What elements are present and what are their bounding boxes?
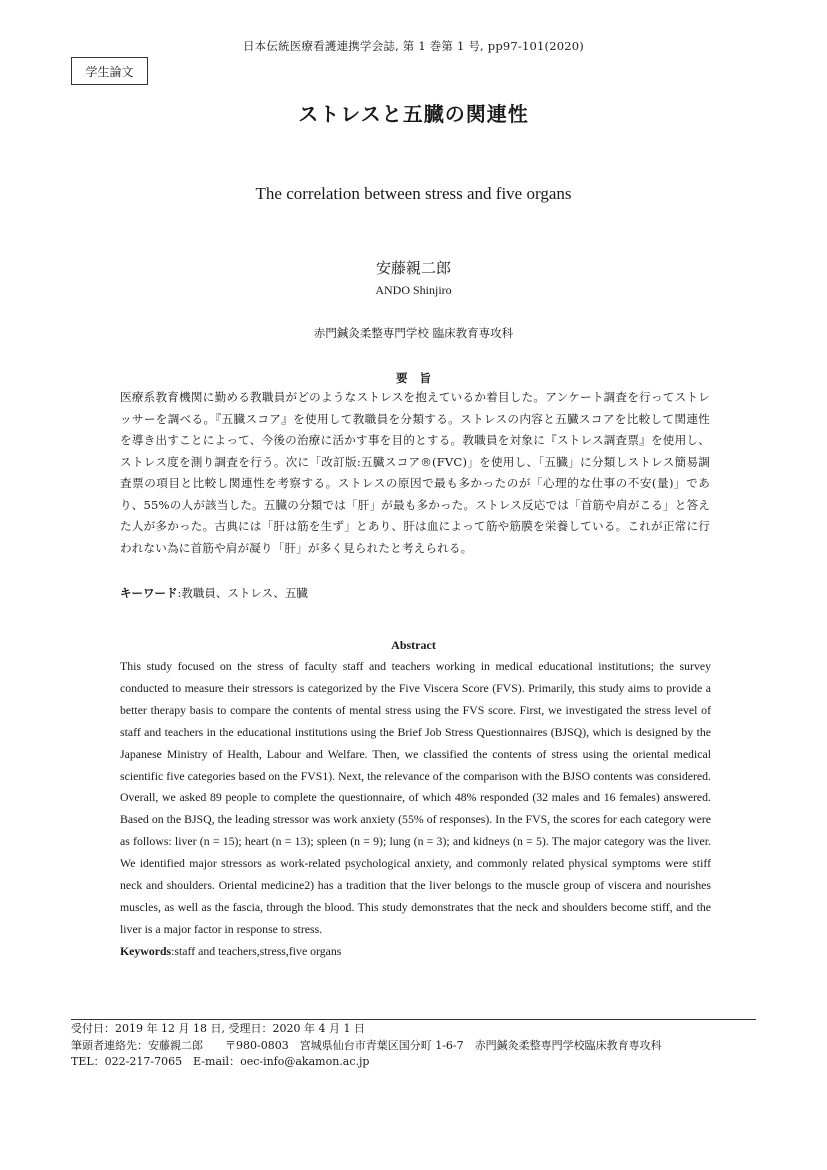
footer-tel-email: TEL：022-217-7065 E-mail：oec-info@akamon.ac.jp	[71, 1055, 370, 1068]
journal-citation: 日本伝統医療看護連携学会誌, 第 1 巻第 1 号, pp97-101(2020)	[242, 39, 584, 53]
keywords-japanese	[120, 585, 710, 601]
footer-divider	[71, 1019, 756, 1020]
footer-contact: 筆頭者連絡先：安藤親二郎 〒980-0803 宮城県仙台市青葉区国分町 1-6-7 赤門鍼灸柔整専門学校臨床教育専攻科	[71, 1038, 662, 1052]
keywords-english-label: Keywords	[120, 944, 172, 958]
author-name-japanese: 安藤親二郎	[375, 259, 451, 277]
author-affiliation: 赤門鍼灸柔整専門学校 臨床教育専攻科	[313, 326, 514, 340]
footer-notes	[71, 1021, 771, 1071]
abstract-english-heading: Abstract	[391, 638, 436, 652]
title-english: The correlation between stress and five organs	[255, 184, 572, 203]
footer-dates: 受付日：2019 年 12 月 18 日, 受理日：2020 年 4 月 1 日	[71, 1022, 365, 1035]
title-japanese: ストレスと五臓の関連性	[298, 102, 529, 126]
abstract-english-body: This study focused on the stress of faculty staff and teachers working in medical educational institutions; the survey conducted to measure their stressors is categorized by the Five Viscera Score (FVS). Primarily, this study aims to provide a better therapy basis to compare the contents of mental stress using the FVS score. First, we investigated the stress level of staff and teachers in the educational institutions using the Brief Job Stress Questionnaires (BJSQ), which is designed by the Japanese Ministry of Health, Labour and Welfare. Then, we classified the contents of stress using the oriental medical scientific five categories based on the FVS1). Next, the relevance of the comparison with the BJSO contents was considered. Overall, we asked 89 people to complete the questionnaire, of which 48% responded (32 males and 16 females) answered. Based on the BJSQ, the leading stressor was work anxiety (55% of responses). In the FVS, the scores for each category were as follows: liver (n = 15); heart (n = 13); spleen (n = 9); lung (n = 3); and kidneys (n = 5). The major category was the liver. We identified major stressors as work-related psychological anxiety, and commonly related physical symptoms were stiff neck and shoulders. Oriental medicine2) has a tradition that the liver belongs to the muscle group of viscera and nourishes muscles, as well as the fascia, through the blood. This study demonstrates that the neck and shoulders become stiff, and the liver is a major factor in response to stress.	[120, 659, 711, 936]
keywords-japanese-list: :教職員、ストレス、五臓	[177, 586, 308, 600]
keywords-japanese-label: キーワード	[120, 586, 178, 600]
author-name-english: ANDO Shinjiro	[375, 283, 452, 297]
abstract-japanese-heading: 要 旨	[395, 371, 431, 385]
keywords-english	[120, 944, 711, 959]
keywords-english-list: :staff and teachers,stress,five organs	[171, 944, 342, 958]
article-type-label: 学生論文	[71, 57, 148, 85]
abstract-japanese-body: 医療系教育機関に勤める教職員がどのようなストレスを抱えているか着目した。アンケート調査を行ってストレッサーを調べる。『五臓スコア』を使用して教職員を分類する。ストレスの内容と五臓スコアを比較して関連性を導き出すことによって、今後の治療に活かす事を目的とする。教職員を対象に『ストレス調査票』を使用し、ストレス度を測り調査を行う。次に「改訂版:五臓スコア®(FVC)」を使用し、「五臓」に分類しストレス簡易調査票の項目と比較し関連性を考察する。ストレスの原因で最も多かったのが「心理的な仕事の不安(量)」であり、55%の人が該当した。五臓の分類では「肝」が最も多かった。ストレス反応では「首筋や肩がこる」と答えた人が多かった。古典には「肝は筋を生ず」とあり、肝は血によって筋や筋膜を栄養している。これが正常に行われない為に首筋や肩が凝り「肝」が多く見られたと考えられる。	[120, 390, 710, 555]
